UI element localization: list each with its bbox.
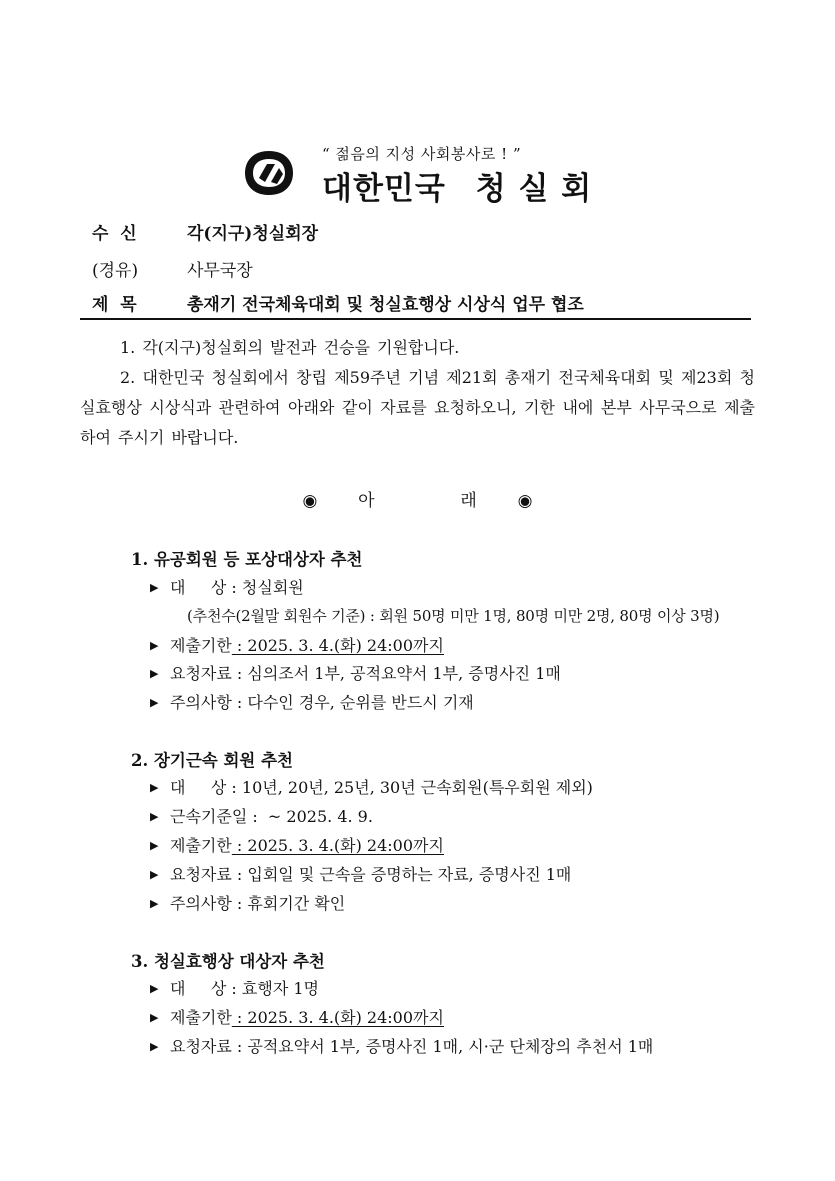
item-label: 대 상 [170,578,227,597]
item-value: : ~ 2025. 4. 9. [247,807,373,826]
item-value: : 2025. 3. 4.(화) 24:00까지 [231,1008,444,1027]
header-divider [80,318,751,320]
item-label: 제출기한 [170,1008,232,1027]
subject-row [92,290,584,315]
section-3-title: 3. 청실효행상 대상자 추천 [131,952,325,971]
section-3-item-deadline [150,1005,444,1028]
bullet-icon: ▶ [150,696,159,709]
paragraph-2: 2. 대한민국 청실회에서 창립 제59주년 기념 제21회 총재기 전국체육대회 및 제23회 청실효행상 시상식과 관련하여 아래와 같이 자료를 요청하오니, 기한 내에 본부 사무국으로 제출하여 주시기 바랍니다. [80,368,755,447]
section-1-item-deadline [150,633,444,656]
section-2-item-materials [150,862,571,885]
recipient-value: 각(지구)청실회장 [187,224,319,244]
item-value: : 다수인 경우, 순위를 반드시 기재 [231,693,474,712]
item-label: 주의사항 [170,693,232,712]
item-label: 제출기한 [170,636,232,655]
notice-left-mark: ◉ [302,491,318,511]
item-label: 요청자료 [170,865,232,884]
section-2-item-caution [150,891,345,914]
slogan: “ 젊음의 지성 사회봉사로 ! ” [322,145,522,163]
bullet-icon: ▶ [150,781,159,794]
recipient-label: 수 신 [92,224,137,244]
item-value: : 10년, 20년, 25년, 30년 근속회원(특우회원 제외) [226,778,593,797]
item-value: : 심의조서 1부, 공적요약서 1부, 증명사진 1매 [231,664,561,683]
via-label: (경유) [92,261,139,281]
notice-char-1: 아 [358,491,375,511]
item-value: : 휴회기간 확인 [231,894,346,913]
notice-char-2: 래 [460,491,477,511]
subject-label: 제 목 [92,295,137,315]
org-name-part1: 대한민국 [322,171,446,207]
bullet-icon: ▶ [150,1011,159,1024]
cheongsil-logo-icon [241,148,297,198]
section-2-title: 2. 장기근속 회원 추천 [131,751,293,770]
bullet-icon: ▶ [150,639,159,652]
item-value: : 입회일 및 근속을 증명하는 자료, 증명사진 1매 [231,865,572,884]
bullet-icon: ▶ [150,1040,159,1053]
item-value: : 효행자 1명 [226,979,319,998]
section-1-item-caution [150,690,474,713]
subject-value: 총재기 전국체육대회 및 청실효행상 시상식 업무 협조 [187,295,584,315]
item-value: : 2025. 3. 4.(화) 24:00까지 [231,636,444,655]
notice-right-mark: ◉ [517,491,533,511]
section-1-item-target [150,575,304,598]
bullet-icon: ▶ [150,982,159,995]
section-1-note: (추천수(2월말 회원수 기준) : 회원 50명 미만 1명, 80명 미만 2명, 80명 이상 3명) [187,607,720,625]
item-value: : 2025. 3. 4.(화) 24:00까지 [231,836,444,855]
item-label: 요청자료 [170,1037,232,1056]
item-label: 근속기준일 [170,807,248,826]
item-label: 대 상 [170,979,227,998]
item-value: : 공적요약서 1부, 증명사진 1매, 시·군 단체장의 추천서 1매 [231,1037,654,1056]
bullet-icon: ▶ [150,667,159,680]
section-1-title: 1. 유공회원 등 포상대상자 추천 [131,550,363,569]
org-name-part2: 청 실 회 [475,171,593,207]
notice-heading [80,486,755,511]
organization-name [322,163,592,208]
item-value: : 청실회원 [226,578,304,597]
via-row [92,256,253,281]
section-3-item-materials [150,1034,653,1057]
section-2-item-deadline [150,833,444,856]
item-label: 주의사항 [170,894,232,913]
section-1-item-materials [150,661,561,684]
bullet-icon: ▶ [150,868,159,881]
item-label: 대 상 [170,778,227,797]
bullet-icon: ▶ [150,810,159,823]
section-2-item-target [150,775,593,798]
item-label: 요청자료 [170,664,232,683]
section-3-item-target [150,976,319,999]
bullet-icon: ▶ [150,581,159,594]
paragraph-1: 1. 각(지구)청실회의 발전과 건승을 기원합니다. [120,338,460,357]
bullet-icon: ▶ [150,897,159,910]
recipient-row [92,219,318,244]
item-label: 제출기한 [170,836,232,855]
via-value: 사무국장 [187,261,253,281]
bullet-icon: ▶ [150,839,159,852]
section-2-item-base-date [150,804,373,827]
